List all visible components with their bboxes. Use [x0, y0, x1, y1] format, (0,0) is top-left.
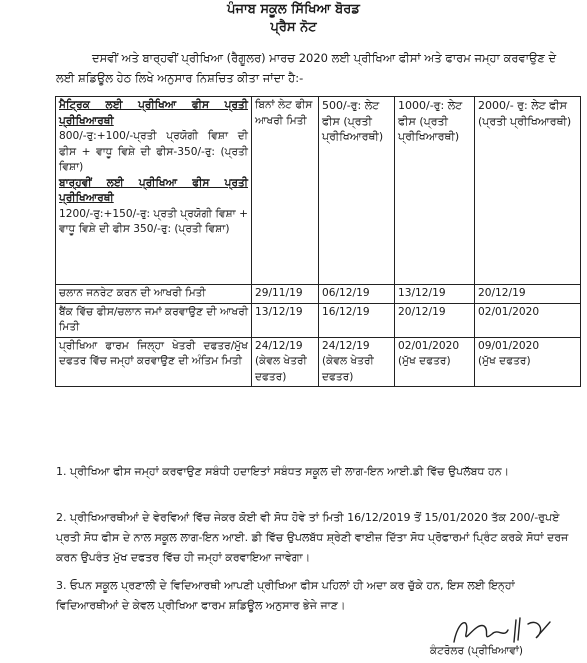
date-cell: 02/01/2020 [475, 303, 581, 337]
date-cell: 13/12/19 [252, 303, 319, 337]
column-header-no-late-fee: ਬਿਨਾਂ ਲੇਟ ਫੀਸ ਆਖਰੀ ਮਿਤੀ [252, 97, 319, 285]
fee-schedule-table [55, 96, 581, 387]
board-name: ਪੰਜਾਬ ਸਕੂਲ ਸਿੱਖਿਆ ਬੋਰਡ [227, 2, 360, 17]
row-label: ਪ੍ਰੀਖਿਆ ਫਾਰਮ ਜਿਲ੍ਹਾ ਖੇਤਰੀ ਦਫਤਰ/ਮੁੱਖ ਦਫਤਰ ਵਿੱਚ ਜਮ੍ਹਾਂ ਕਰਵਾਉਣ ਦੀ ਅੰਤਿਮ ਮਿਤੀ [56, 337, 252, 387]
matric-fee-title: ਮੈਟ੍ਰਿਕ ਲਈ ਪ੍ਰੀਖਿਆ ਫੀਸ ਪ੍ਰਤੀ ਪ੍ਰੀਖਿਆਰਥੀ [59, 99, 248, 127]
note-item: 1. ਪ੍ਰੀਖਿਆ ਫੀਸ ਜਮ੍ਹਾਂ ਕਰਵਾਉਣ ਸਬੰਧੀ ਹਦਾਇਤਾਂ ਸਬੰਧਤ ਸਕੂਲ ਦੀ ਲਾਗ-ਇਨ ਆਈ.ਡੀ ਵਿੱਚ ਉਪਲੱਬਧ ਹਨ। [56, 465, 510, 478]
row-label: ਚਲਾਨ ਜਨਰੇਟ ਕਰਨ ਦੀ ਆਖਰੀ ਮਿਤੀ [56, 285, 252, 304]
senior-fee-detail: 1200/-ਰੁ:+150/-ਰੁ: ਪ੍ਰਤੀ ਪ੍ਰਯੋਗੀ ਵਿਸ਼ਾ + ਵਾਧੂ ਵਿਸ਼ੇ ਦੀ ਫੀਸ 350/-ਰੁ: (ਪ੍ਰਤੀ ਵਿਸ਼ਾ) [59, 207, 248, 235]
row-label: ਬੈਂਕ ਵਿੱਚ ਫੀਸ/ਚਲਾਨ ਜਮਾਂ ਕਰਵਾਉਣ ਦੀ ਆਖਰੀ ਮਿਤੀ [56, 303, 252, 337]
date-cell: 20/12/19 [475, 285, 581, 304]
office-note: (ਮੁੱਖ ਦਫਤਰ) [478, 355, 531, 367]
document-type: ਪ੍ਰੈਸ ਨੋਟ [270, 20, 317, 35]
date-cell: 16/12/19 [319, 303, 395, 337]
matric-fee-detail: 800/-ਰੁ:+100/-ਪ੍ਰਤੀ ਪ੍ਰਯੋਗੀ ਵਿਸ਼ਾ ਦੀ ਫੀਸ + ਵਾਧੂ ਵਿਸ਼ੇ ਦੀ ਫੀਸ-350/-ਰੁ: (ਪ੍ਰਤੀ ਵਿਸ਼ਾ) [59, 130, 248, 173]
note-item: 3. ਓਪਨ ਸਕੂਲ ਪ੍ਰਣਾਲੀ ਦੇ ਵਿਦਿਆਰਥੀ ਆਪਣੀ ਪ੍ਰੀਖਿਆ ਫੀਸ ਪਹਿਲਾਂ ਹੀ ਅਦਾ ਕਰ ਚੁੱਕੇ ਹਨ, ਇਸ ਲਈ ਇਨ੍ਹਾਂ ਵਿਦਿਆਰਥੀਆਂ ਦੇ ਕੇਵਲ ਪ੍ਰੀਖਿਆ ਫਾਰਮ ਸ਼ਡਿਊਲ ਅਨੁਸਾਰ ਭੇਜੇ ਜਾਣ। [56, 579, 515, 612]
date-value: 02/01/2020 [398, 339, 460, 352]
date-value: 24/12/19 [255, 339, 303, 352]
table-row [56, 337, 581, 387]
date-cell: 06/12/19 [319, 285, 395, 304]
fee-description-cell [56, 97, 252, 285]
date-cell: 29/11/19 [252, 285, 319, 304]
column-header-late-fee-1000: 1000/-ਰੁ: ਲੇਟ ਫੀਸ (ਪ੍ਰਤੀ ਪ੍ਰੀਖਿਆਰਥੀ) [395, 97, 475, 285]
date-value: 24/12/19 [322, 339, 370, 352]
date-cell [319, 337, 395, 387]
column-header-late-fee-2000: 2000/- ਰੁ: ਲੇਟ ਫੀਸ (ਪ੍ਰਤੀ ਪ੍ਰੀਖਿਆਰਥੀ) [475, 97, 581, 285]
column-header-late-fee-500: 500/-ਰੁ: ਲੇਟ ਫੀਸ (ਪ੍ਰਤੀ ਪ੍ਰੀਖਿਆਰਥੀ) [319, 97, 395, 285]
date-cell: 20/12/19 [395, 303, 475, 337]
date-cell [395, 337, 475, 387]
date-cell: 13/12/19 [395, 285, 475, 304]
date-cell [475, 337, 581, 387]
table-header-row [56, 97, 581, 285]
office-note: (ਕੇਵਲ ਖੇਤਰੀ ਦਫਤਰ) [322, 355, 374, 383]
office-note: (ਕੇਵਲ ਖੇਤਰੀ ਦਫਤਰ) [255, 355, 307, 383]
signatory-title: ਕੰਟਰੋਲਰ (ਪ੍ਰੀਖਿਆਵਾਂ) [430, 645, 523, 657]
office-note: (ਮੁੱਖ ਦਫਤਰ) [398, 355, 451, 367]
table-row [56, 303, 581, 337]
intro-paragraph: ਦਸਵੀਂ ਅਤੇ ਬਾਰ੍ਹਵੀਂ ਪ੍ਰੀਖਿਆ (ਰੈਗੂਲਰ) ਮਾਰਚ 2020 ਲਈ ਪ੍ਰੀਖਿਆ ਫੀਸਾਂ ਅਤੇ ਫਾਰਮ ਜਮ੍ਹਾ ਕਰਵਾਉਣ ਦੇ ਲਈ ਸ਼ਡਿਊਲ ਹੇਠ ਲਿਖੇ ਅਨੁਸਾਰ ਨਿਸ਼ਚਿਤ ਕੀਤਾ ਜਾਂਦਾ ਹੈ:- [56, 51, 557, 85]
table-row [56, 285, 581, 304]
date-cell [252, 337, 319, 387]
senior-fee-title: ਬਾਰ੍ਹਵੀਂ ਲਈ ਪ੍ਰੀਖਿਆ ਫੀਸ ਪ੍ਰਤੀ ਪ੍ਰੀਖਿਆਰਥੀ [59, 176, 248, 204]
note-item: 2. ਪ੍ਰੀਖਿਆਰਥੀਆਂ ਦੇ ਵੇਰਵਿਆਂ ਵਿੱਚ ਜੇਕਰ ਕੋਈ ਵੀ ਸੋਧ ਹੋਵੇ ਤਾਂ ਮਿਤੀ 16/12/2019 ਤੋਂ 15/01/2020 ਤੱਕ 200/-ਰੁਪਏ ਪ੍ਰਤੀ ਸੋਧ ਫੀਸ ਦੇ ਨਾਲ ਸਕੂਲ ਲਾਗ-ਇਨ ਆਈ. ਡੀ ਵਿੱਚ ਉਪਲਬੱਧ ਸ਼੍ਰੇਣੀ ਵਾਈਜ਼ ਦਿੱਤਾ ਸੋਧ ਪ੍ਰੋਫਾਰਮਾਂ ਪ੍ਰਿੰਟ ਕਰਕੇ ਸੋਧਾਂ ਦਰਜ ਕਰਨ ਉਪਰੰਤ ਮੁੱਖ ਦਫਤਰ ਵਿੱਚ ਹੀ ਜਮ੍ਹਾਂ ਕਰਵਾਇਆ ਜਾਵੇਗਾ। [56, 511, 569, 564]
date-value: 09/01/2020 [478, 339, 540, 352]
